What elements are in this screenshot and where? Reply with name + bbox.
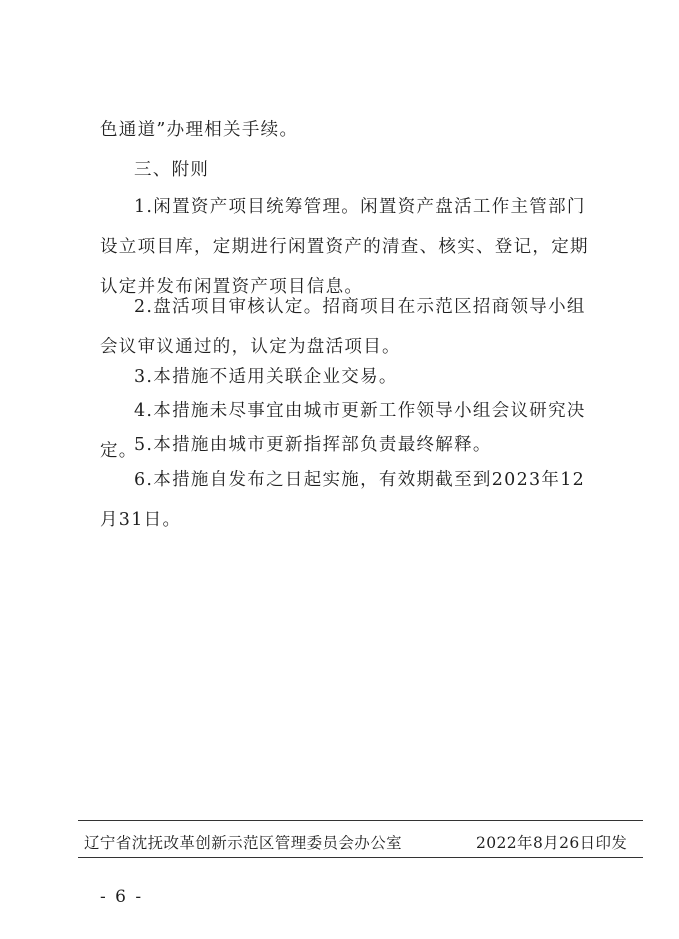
continuation-text: 色通道”办理相关手续。	[100, 120, 299, 140]
footer-top-rule	[78, 820, 643, 821]
footer-bottom-rule	[78, 857, 643, 858]
item-paragraph-6: 6.本措施自发布之日起实施，有效期截至到2023年12月31日。	[100, 470, 586, 530]
item-paragraph-3: 3.本措施不适用关联企业交易。	[134, 367, 398, 387]
page-number: - 6 -	[100, 887, 144, 907]
footer-print-date: 2022年8月26日印发	[476, 834, 628, 852]
item-paragraph-2: 2.盘活项目审核认定。招商项目在示范区招商领导小组会议审议通过的，认定为盘活项目。	[100, 297, 586, 357]
item-paragraph-4: 4.本措施未尽事宜由城市更新工作领导小组会议研究决定。	[100, 401, 586, 461]
item-paragraph-1: 1.闲置资产项目统筹管理。闲置资产盘活工作主管部门设立项目库，定期进行闲置资产的清查、核实、登记，定期认定并发布闲置资产项目信息。	[100, 197, 589, 297]
item-paragraph-5: 5.本措施由城市更新指挥部负责最终解释。	[134, 435, 492, 455]
section-heading: 三、附则	[134, 160, 210, 180]
footer-issuer: 辽宁省沈抚改革创新示范区管理委员会办公室	[84, 834, 403, 852]
